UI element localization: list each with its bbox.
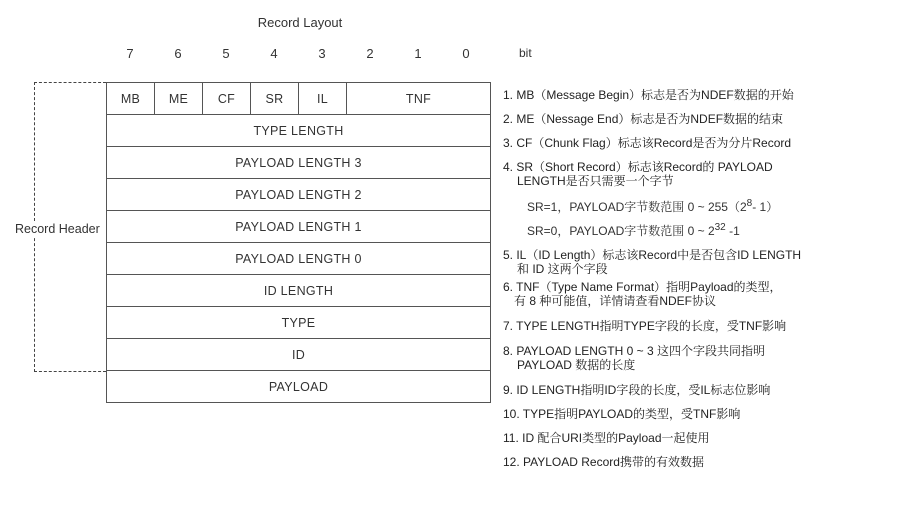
flag-mb-cell: MB xyxy=(107,83,155,115)
sr0-range-note: SR=0，PAYLOAD字节数范围 0 ~ $2^{32}$ -1 xyxy=(527,222,740,238)
bit-0-label: 0 xyxy=(462,46,470,61)
flag-tnf-cell: TNF xyxy=(347,83,491,115)
bit-7-label: 7 xyxy=(126,46,134,61)
flag-cf-cell: CF xyxy=(203,83,251,115)
id-field: ID xyxy=(107,339,491,371)
bit-2-label: 2 xyxy=(366,46,374,61)
bit-4-label: 4 xyxy=(270,46,278,61)
bit-unit-label: bit xyxy=(519,46,532,60)
payload-length-2-field: PAYLOAD LENGTH 2 xyxy=(107,179,491,211)
payload-length-3-field: PAYLOAD LENGTH 3 xyxy=(107,147,491,179)
note-4: 4. SR（Short Record）标志该Record的 PAYLOAD LENGTH是否只需要一个字节 xyxy=(503,160,773,188)
note-6: 6. TNF（Type Name Format）指明Payload的类型， 有 8 种可能值，详情请查看NDEF协议 xyxy=(503,280,782,308)
flag-sr-cell: SR xyxy=(251,83,299,115)
bit-1-label: 1 xyxy=(414,46,422,61)
note-2: 2. ME（Nessage End）标志是否为NDEF数据的结束 xyxy=(503,112,784,126)
sr1-range-note: SR=1，PAYLOAD字节数范围 0 ~ $255(2^8-$ 1） xyxy=(527,198,779,214)
note-12: 12. PAYLOAD Record携带的有效数据 xyxy=(503,455,704,469)
flag-il-cell: IL xyxy=(299,83,347,115)
note-10: 10. TYPE指明PAYLOAD的类型，受TNF影响 xyxy=(503,407,741,421)
record-layout-table xyxy=(106,82,491,403)
type-length-field: TYPE LENGTH xyxy=(107,115,491,147)
flag-me-cell: ME xyxy=(155,83,203,115)
flags-row xyxy=(107,83,491,115)
type-field: TYPE xyxy=(107,307,491,339)
note-11: 11. ID 配合URI类型的Payload一起使用 xyxy=(503,431,710,445)
note-7: 7. TYPE LENGTH指明TYPE字段的长度，受TNF影响 xyxy=(503,319,787,333)
bit-6-label: 6 xyxy=(174,46,182,61)
payload-length-1-field: PAYLOAD LENGTH 1 xyxy=(107,211,491,243)
payload-length-0-field: PAYLOAD LENGTH 0 xyxy=(107,243,491,275)
record-header-label: Record Header xyxy=(15,222,100,236)
payload-field: PAYLOAD xyxy=(107,371,491,403)
bit-3-label: 3 xyxy=(318,46,326,61)
note-3: 3. CF（Chunk Flag）标志该Record是否为分片Record xyxy=(503,136,792,150)
bit-5-label: 5 xyxy=(222,46,230,61)
note-1: 1. MB（Message Begin）标志是否为NDEF数据的开始 xyxy=(503,88,794,102)
id-length-field: ID LENGTH xyxy=(107,275,491,307)
note-8: 8. PAYLOAD LENGTH 0 ~ 3 这四个字段共同指明 PAYLOAD 数据的长度 xyxy=(503,344,765,372)
diagram-title: Record Layout xyxy=(257,15,343,30)
note-9: 9. ID LENGTH指明ID字段的长度，受IL标志位影响 xyxy=(503,383,771,397)
note-5: 5. IL（ID Length）标志该Record中是否包含ID LENGTH 和 ID 这两个字段 xyxy=(503,248,802,276)
